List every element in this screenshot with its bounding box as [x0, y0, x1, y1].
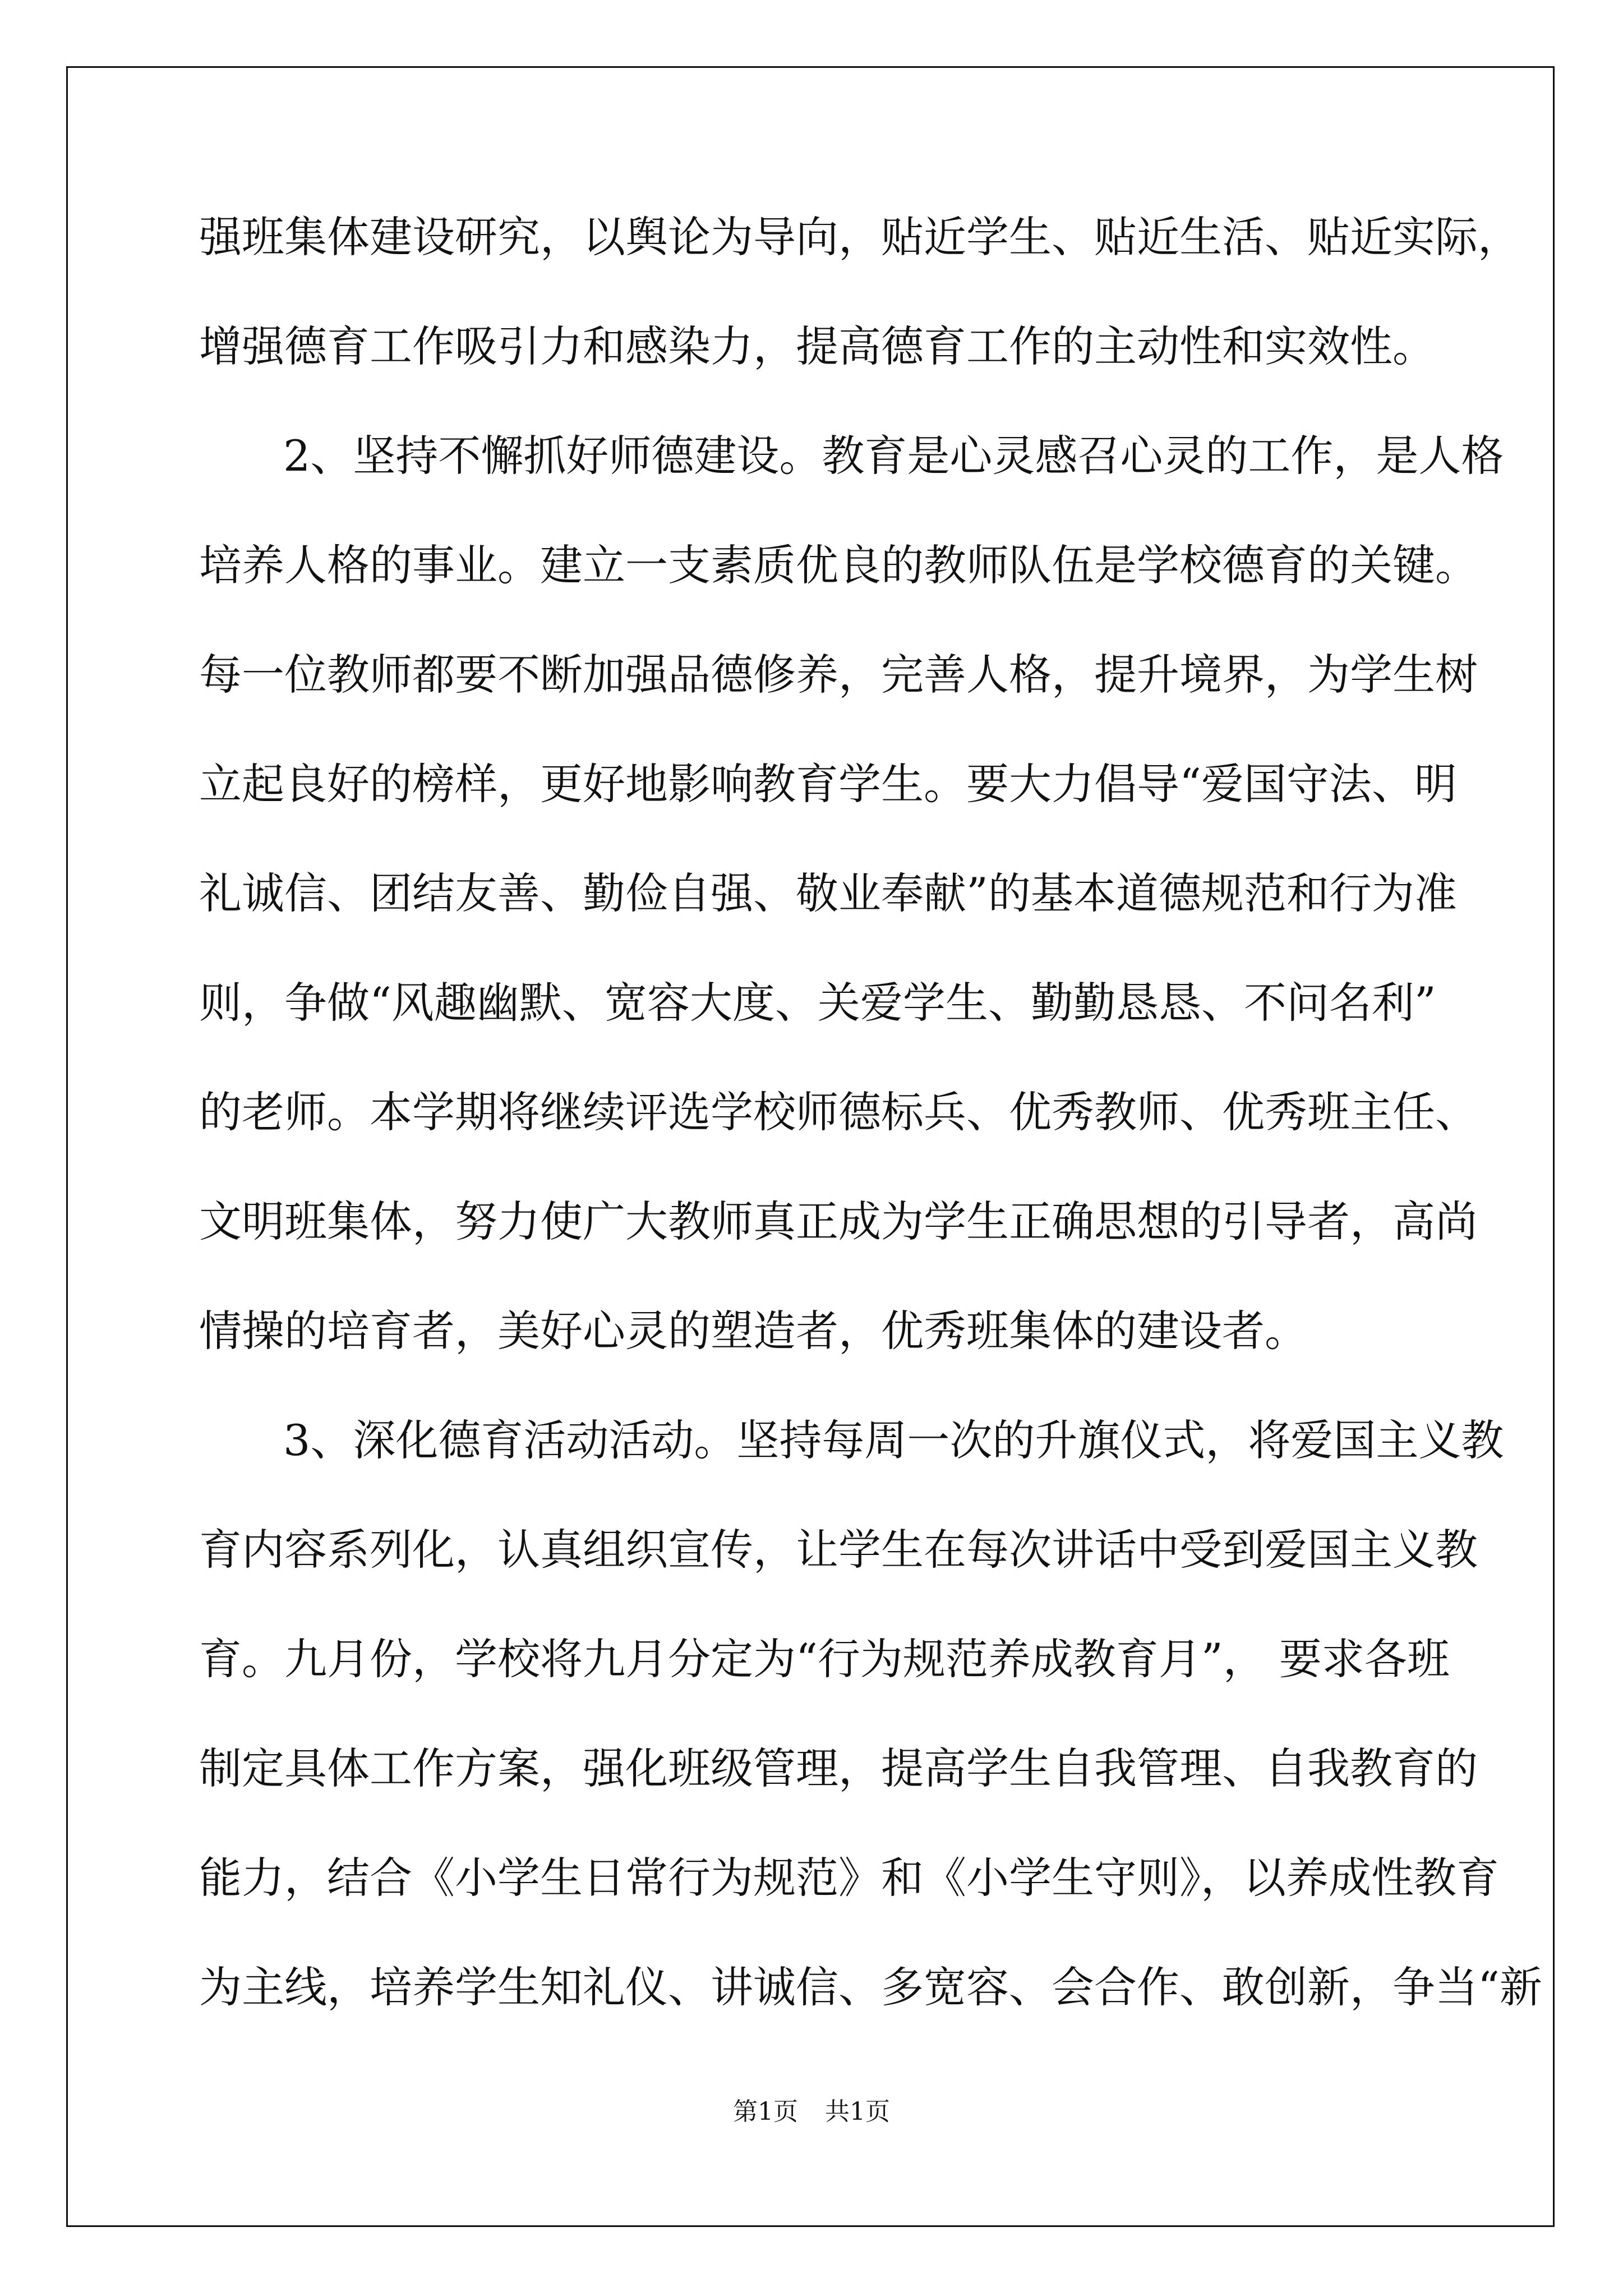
body-line-12: 3、深化德育活动活动。坚持每周一次的升旗仪式，将爱国主义教: [283, 1415, 1504, 1465]
body-line-4: 培养人格的事业。建立一支素质优良的教师队伍是学校德育的关键。: [199, 540, 1478, 590]
body-line-8: 则，争做“风趣幽默、宽容大度、关爱学生、勤勤恳恳、不问名利”: [199, 978, 1436, 1028]
body-line-15: 制定具体工作方案，强化班级管理，提高学生自我管理、自我教育的: [199, 1743, 1478, 1793]
body-line-14: 育。九月份，学校将九月分定为“行为规范养成教育月”， 要求各班: [199, 1634, 1450, 1684]
body-line-6: 立起良好的榜样，更好地影响教育学生。要大力倡导“爱国守法、明: [199, 759, 1457, 809]
body-line-1: 强班集体建设研究，以舆论为导向，贴近学生、贴近生活、贴近实际，: [199, 212, 1520, 262]
page-total: 共1页: [825, 2097, 890, 2126]
body-line-2: 增强德育工作吸引力和感染力，提高德育工作的主动性和实效性。: [199, 321, 1435, 371]
body-line-17: 为主线，培养学生知礼仪、讲诚信、多宽容、会合作、敢创新，争当“新: [199, 1962, 1542, 2012]
body-line-10: 文明班集体，努力使广大教师真正成为学生正确思想的引导者，高尚: [199, 1197, 1478, 1246]
body-line-9: 的老师。本学期将继续评选学校师德标兵、优秀教师、优秀班主任、: [199, 1087, 1478, 1137]
body-line-16: 能力，结合《小学生日常行为规范》和《小学生守则》，以养成性教育: [199, 1853, 1499, 1903]
page-number: 第1页: [733, 2097, 798, 2126]
body-line-13: 育内容系列化，认真组织宣传，让学生在每次讲话中受到爱国主义教: [199, 1525, 1478, 1575]
body-line-7: 礼诚信、团结友善、勤俭自强、敬业奉献”的基本道德规范和行为准: [199, 868, 1457, 918]
body-line-5: 每一位教师都要不断加强品德修养，完善人格，提升境界，为学生树: [199, 650, 1478, 700]
page-footer: [0, 2091, 1623, 2127]
body-line-3: 2、坚持不懈抓好师德建设。教育是心灵感召心灵的工作，是人格: [283, 431, 1504, 481]
document-body: [199, 212, 1542, 2076]
body-line-11: 情操的培育者，美好心灵的塑造者，优秀班集体的建设者。: [199, 1306, 1307, 1356]
